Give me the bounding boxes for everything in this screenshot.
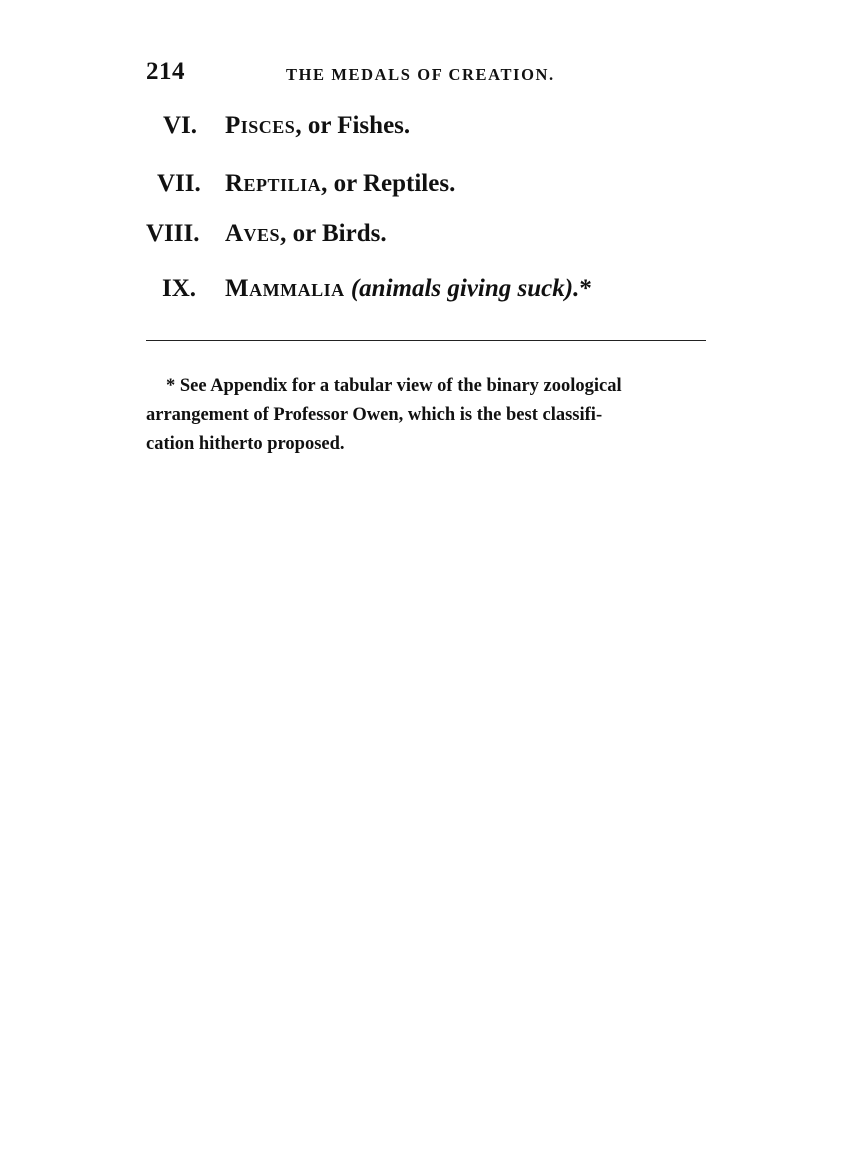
class-gloss: (animals giving suck). (350, 275, 580, 302)
common-name: Reptiles. (362, 170, 456, 197)
class-numeral: VIII. (146, 220, 200, 247)
latin-name: Mammalia (225, 275, 345, 302)
footnote (146, 372, 710, 459)
running-head (146, 58, 706, 92)
class-name (225, 112, 410, 140)
class-name (225, 220, 387, 248)
common-name: Fishes. (337, 112, 411, 139)
latin-name: Aves (225, 220, 281, 247)
common-name: Birds. (321, 220, 387, 247)
latin-name: Reptilia (225, 170, 322, 197)
class-numeral: VII. (157, 170, 201, 197)
latin-name: Pisces (225, 112, 296, 139)
class-numeral: IX. (162, 275, 197, 302)
footnote-line: arrangement of Professor Owen, which is the best classifi- (146, 405, 603, 425)
page-number: 214 (146, 58, 185, 85)
connector-text: , or (280, 220, 322, 247)
class-name (225, 170, 455, 198)
footnote-rule (146, 340, 706, 341)
class-numeral: VI. (163, 112, 198, 139)
footnote-line: * See Appendix for a tabular view of the binary zoological (166, 376, 622, 396)
connector-text: , or (295, 112, 338, 139)
class-name (225, 275, 592, 303)
connector-text: , or (321, 170, 363, 197)
running-title: THE MEDALS OF CREATION. (286, 65, 555, 84)
footnote-line: cation hitherto proposed. (146, 434, 345, 454)
footnote-marker: * (579, 275, 592, 302)
